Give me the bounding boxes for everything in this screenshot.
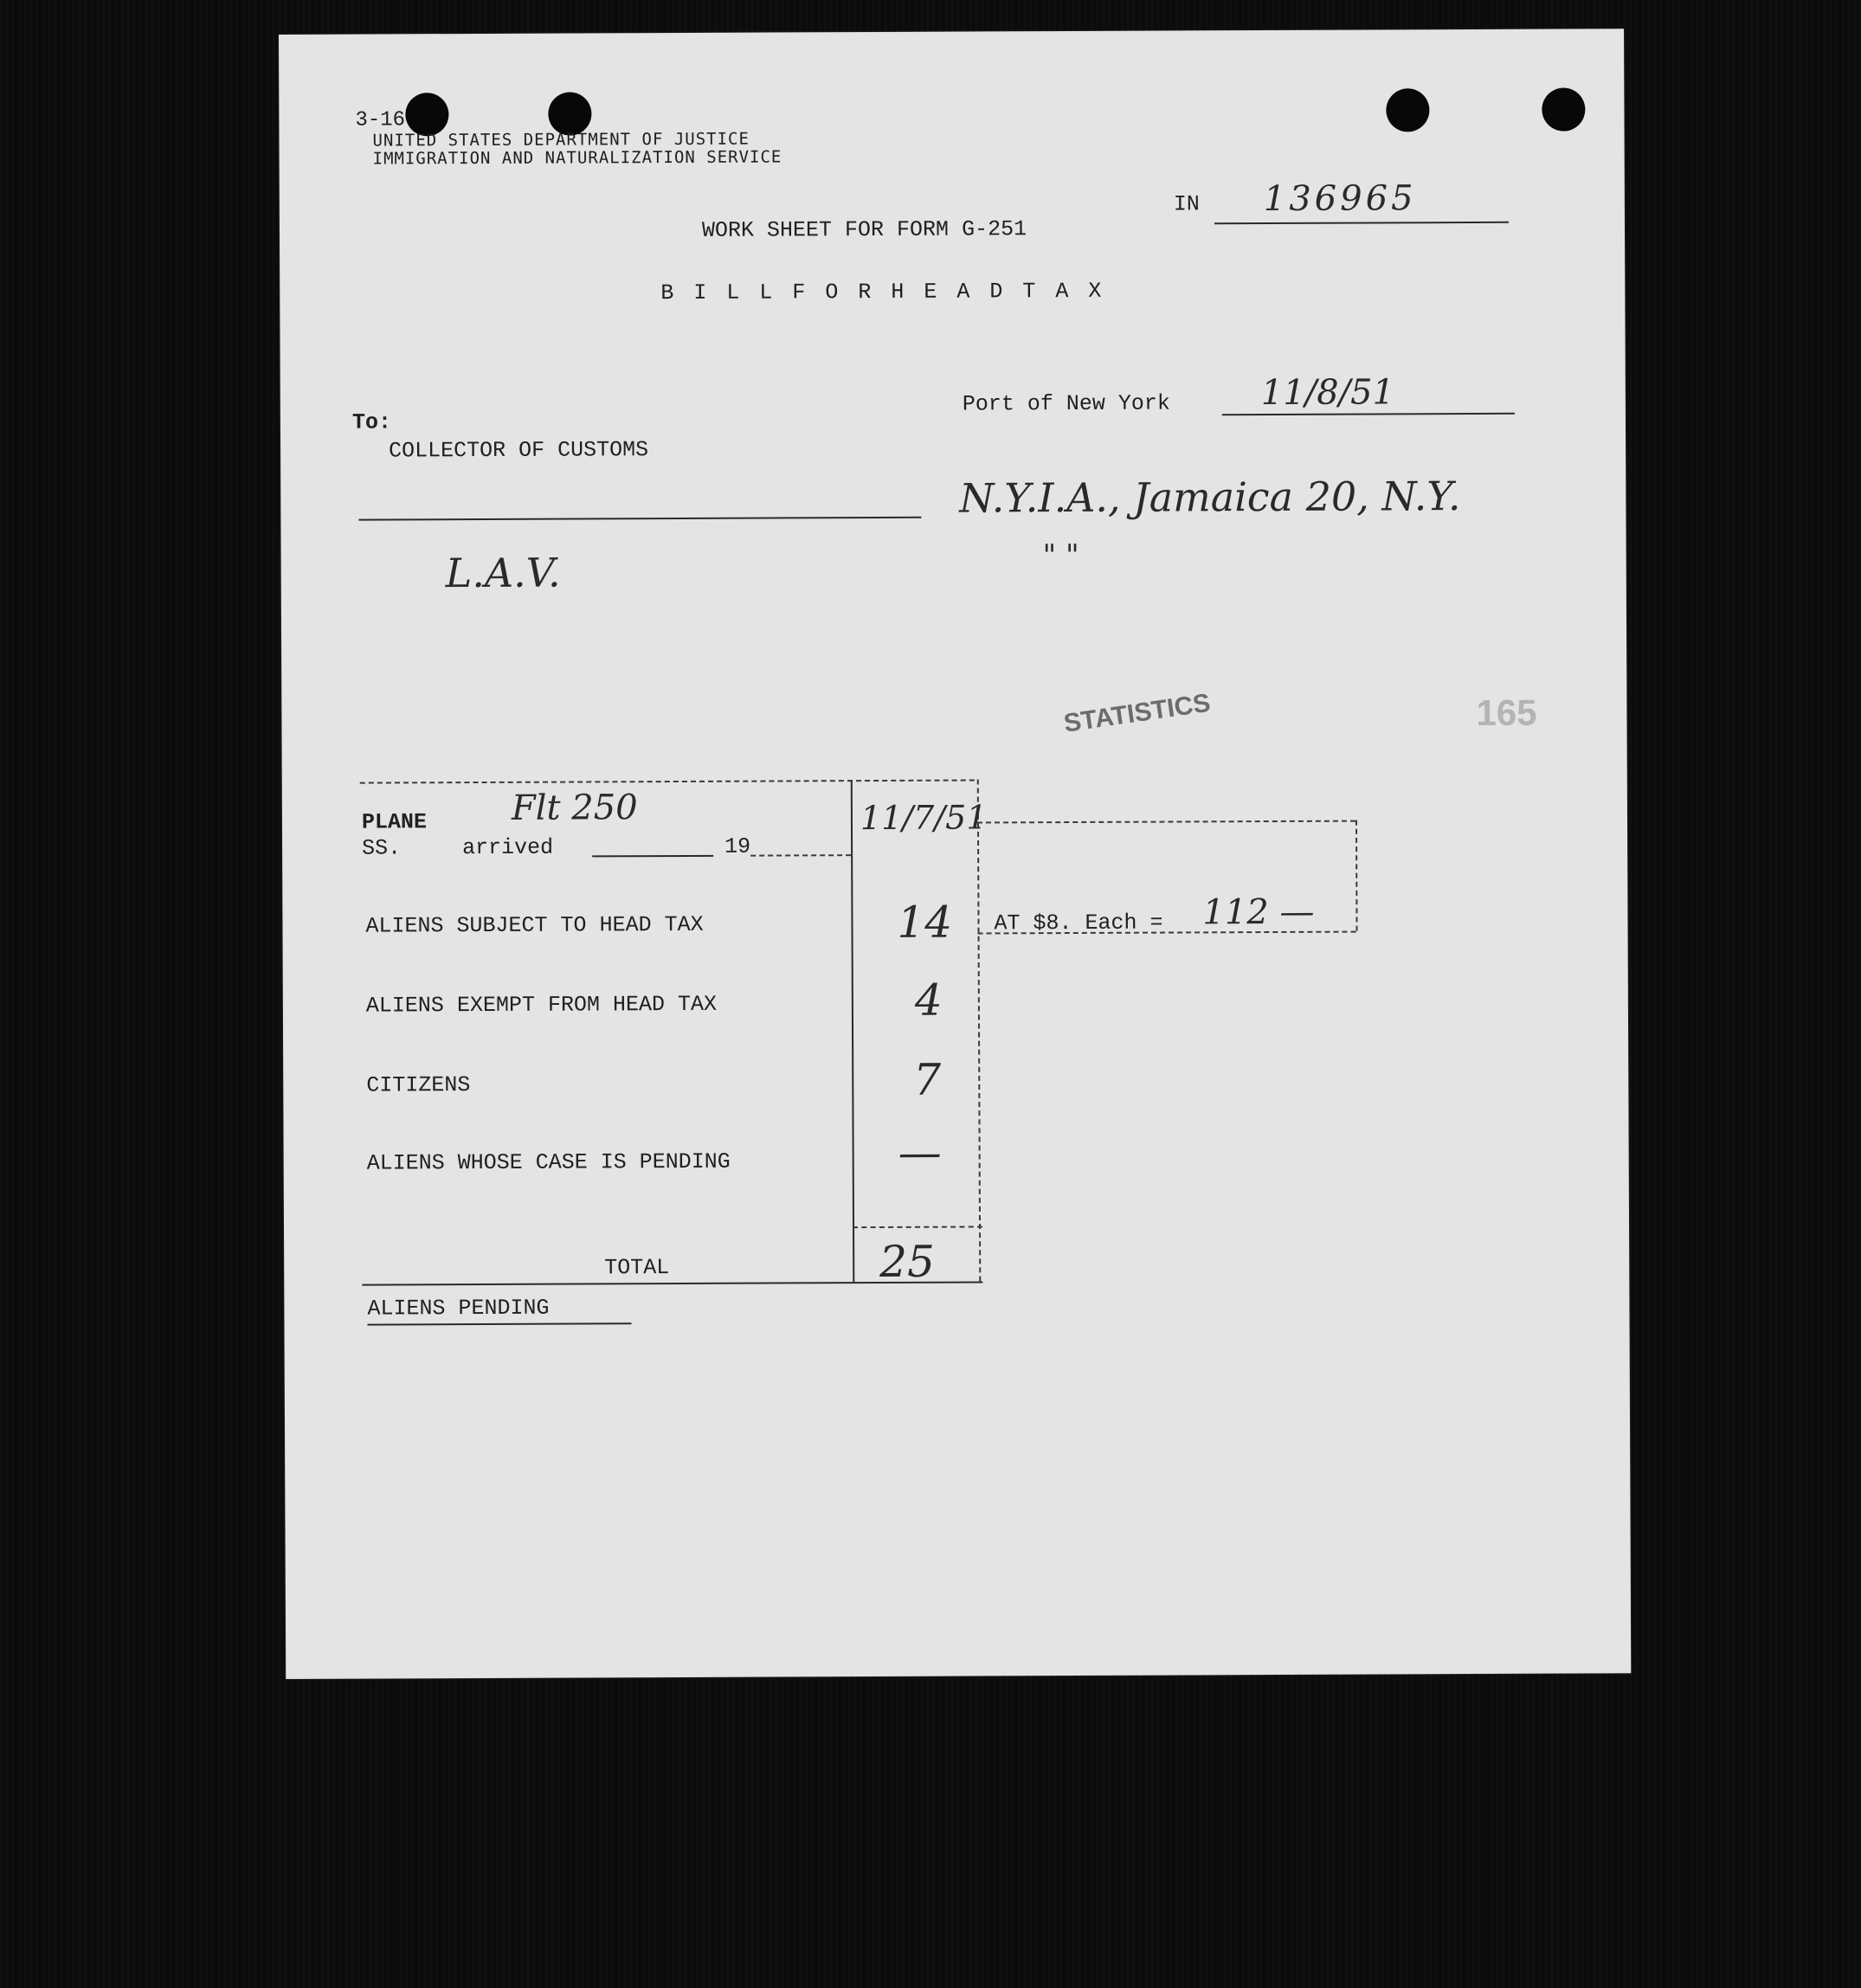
port-date: 11/8/51	[1260, 372, 1395, 414]
arrived-label: arrived	[462, 834, 554, 861]
value-column-left-border	[851, 780, 855, 1282]
year-prefix: 19	[724, 833, 751, 859]
row-value-citizens: 7	[913, 1054, 942, 1105]
ditto-marks: " "	[1042, 537, 1079, 574]
agency-line-2: IMMIGRATION AND NATURALIZATION SERVICE	[372, 147, 782, 169]
aliens-pending-label: ALIENS PENDING	[367, 1295, 550, 1322]
plane-label: PLANE	[361, 809, 428, 835]
rate-box-top	[977, 820, 1356, 824]
port-date-underline	[1222, 413, 1515, 415]
rate-box-right	[1356, 820, 1358, 931]
rate-label: AT $8. Each =	[994, 910, 1163, 936]
in-number: 136965	[1263, 178, 1417, 220]
bill-title: B I L L F O R H E A D T A X	[660, 278, 1105, 306]
location-handwritten: N.Y.I.A., Jamaica 20, N.Y.	[959, 473, 1461, 522]
table-top-border	[360, 780, 975, 784]
document-page	[279, 29, 1631, 1679]
row-label-citizens: CITIZENS	[366, 1072, 471, 1098]
punch-hole	[1542, 87, 1585, 131]
worksheet-title: WORK SHEET FOR FORM G-251	[701, 216, 1027, 243]
to-recipient: COLLECTOR OF CUSTOMS	[389, 437, 649, 464]
punch-hole	[548, 92, 591, 135]
row-value-subject: 14	[897, 897, 953, 948]
address-line	[358, 517, 921, 521]
aliens-pending-underline	[368, 1322, 632, 1325]
arrival-date: 11/7/51	[860, 798, 988, 838]
ss-label: SS.	[362, 835, 402, 861]
statistics-stamp: STATISTICS	[1061, 688, 1213, 738]
plane-flight: Flt 250	[511, 788, 638, 828]
year-underline	[750, 854, 851, 857]
carrier-handwritten: L.A.V.	[445, 549, 561, 597]
value-column-right-border	[977, 779, 982, 1281]
arrived-underline	[592, 855, 713, 858]
row-value-pending: —	[898, 1127, 942, 1178]
agency-line-1: UNITED STATES DEPARTMENT OF JUSTICE	[372, 129, 750, 151]
rate-amount: 112 —	[1202, 891, 1315, 933]
total-label: TOTAL	[604, 1255, 670, 1281]
page-number: 165	[1476, 692, 1537, 733]
in-number-underline	[1214, 222, 1509, 224]
row-label-pending: ALIENS WHOSE CASE IS PENDING	[366, 1148, 731, 1176]
row-value-exempt: 4	[914, 975, 943, 1026]
punch-hole	[405, 93, 448, 136]
form-code: 3-16	[355, 108, 406, 132]
to-label: To:	[351, 409, 392, 435]
punch-hole	[1386, 88, 1429, 132]
port-label: Port of New York	[962, 390, 1170, 417]
row-label-exempt: ALIENS EXEMPT FROM HEAD TAX	[365, 991, 718, 1019]
total-value: 25	[879, 1236, 935, 1287]
row-label-subject: ALIENS SUBJECT TO HEAD TAX	[365, 911, 704, 939]
in-label: IN	[1173, 191, 1200, 217]
total-separator	[853, 1226, 982, 1228]
